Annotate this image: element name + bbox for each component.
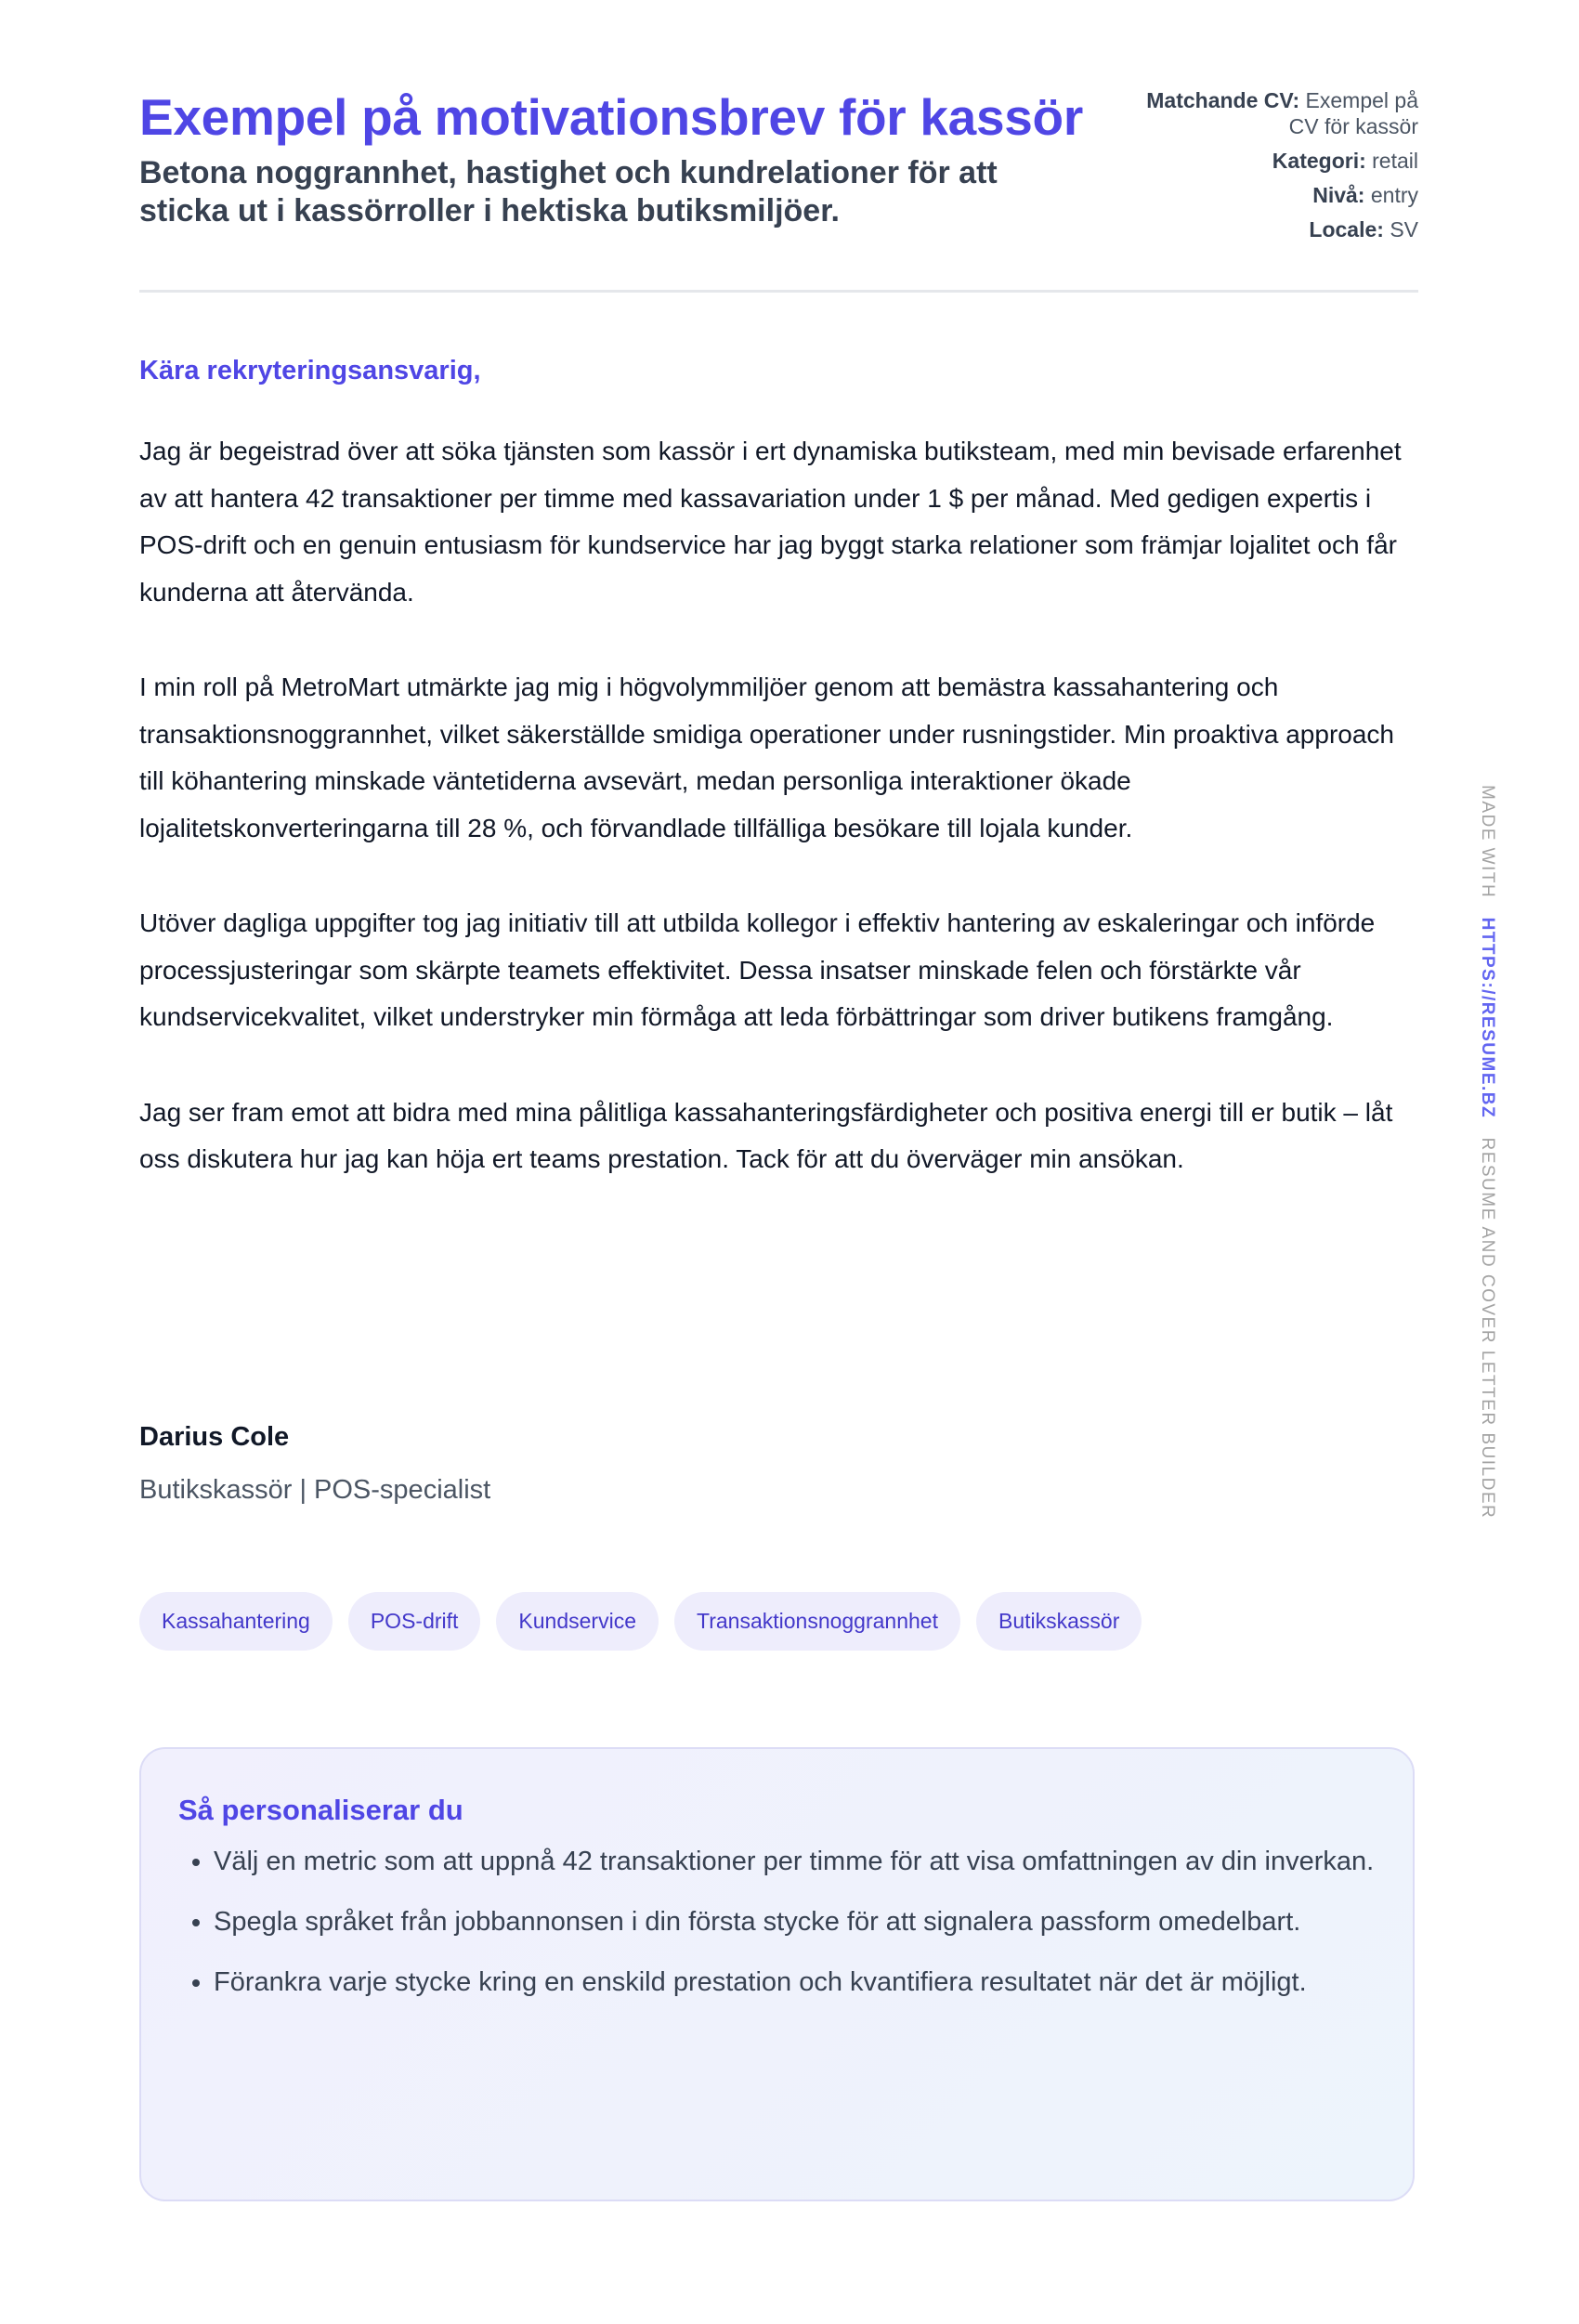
meta-locale [1140, 216, 1418, 242]
tip-item: • Välj en metric som att uppnå 42 transaktioner per timme för att visa omfattningen av din inverkan. [214, 1838, 1375, 1886]
signature-title: Butikskassör | POS-specialist [139, 1475, 491, 1505]
watermark-suffix: RESUME AND COVER LETTER BUILDER [1478, 1137, 1497, 1520]
meta-value: SV [1390, 217, 1418, 242]
meta-label: Nivå: [1312, 183, 1365, 207]
divider [139, 290, 1418, 293]
meta-info [1140, 87, 1418, 251]
cover-letter-page [139, 0, 1418, 1997]
meta-label: Matchande CV: [1146, 88, 1300, 112]
tip-item: • Spegla språket från jobbannonsen i din första stycke för att signalera passform omedelbart. [214, 1899, 1375, 1946]
meta-value: entry [1370, 183, 1418, 207]
meta-matching-cv[interactable] [1140, 87, 1418, 139]
tag-list [139, 1592, 1142, 1651]
meta-value: Exempel på CV för kassör [1288, 88, 1418, 138]
meta-value: retail [1372, 149, 1418, 173]
personalization-tips-box [139, 1747, 1415, 2201]
signature-name: Darius Cole [139, 1422, 290, 1452]
letter-paragraph: Jag ser fram emot att bidra med mina pålitliga kassahanteringsfärdigheter och positiva energi till er butik – låt oss diskutera hur jag kan höja ert teams prestation. Tack för att du överväger min ansökan. [139, 1097, 1393, 1173]
page-title: Exempel på motivationsbrev för kassör [139, 88, 1083, 146]
tag-chip: Kassahantering [139, 1592, 333, 1651]
tag-chip: Transaktionsnoggrannhet [674, 1592, 960, 1651]
watermark-link[interactable]: HTTPS://RESUME.BZ [1478, 917, 1497, 1119]
watermark-vertical [1477, 785, 1497, 1519]
watermark-prefix: MADE WITH [1478, 785, 1497, 899]
tag-chip: Kundservice [496, 1592, 659, 1651]
letter-greeting: Kära rekryteringsansvarig, [139, 356, 481, 385]
tips-heading: Så personaliserar du [178, 1794, 463, 1826]
letter-paragraph: I min roll på MetroMart utmärkte jag mig i högvolymmiljöer genom att bemästra kassahantering och transaktionsnoggrannhet, vilket säkerställde smidiga operationer under rusningstider. Min proaktiva approach till köhantering minskade väntetiderna avsevärt, medan personliga interaktioner ökade lojalitetskonverteringarna till 28 %, och förvandlade tillfälliga besökare till lojala kunder. [139, 672, 1394, 842]
header [139, 0, 1418, 290]
letter-body [139, 428, 1418, 1232]
meta-label: Locale: [1309, 217, 1384, 242]
tips-list [178, 1838, 1375, 2019]
page-subtitle: Betona noggrannhet, hastighet och kundrelationer för att sticka ut i kassörroller i hektiska butiksmiljöer. [139, 155, 998, 228]
tip-item: • Förankra varje stycke kring en enskild prestation och kvantifiera resultatet när det är möjligt. [214, 1959, 1375, 2006]
letter-paragraph: Jag är begeistrad över att söka tjänsten som kassör i ert dynamiska butiksteam, med min bevisade erfarenhet av att hantera 42 transaktioner per timme med kassavariation under 1 $ per månad. Med gedigen expertis i POS-drift och en genuin entusiasm för kundservice har jag byggt starka relationer som främjar lojalitet och får kunderna att återvända. [139, 437, 1402, 607]
tag-chip: Butikskassör [976, 1592, 1142, 1651]
meta-level [1140, 182, 1418, 208]
meta-label: Kategori: [1272, 149, 1366, 173]
tag-chip: POS-drift [348, 1592, 481, 1651]
letter-paragraph: Utöver dagliga uppgifter tog jag initiativ till att utbilda kollegor i effektiv hantering av eskaleringar och införde processjusteringar som skärpte teamets effektivitet. Dessa insatser minskade felen och förstärkte vår kundservicekvalitet, vilket understryker min förmåga att leda förbättringar som driver butikens framgång. [139, 908, 1376, 1031]
meta-category [1140, 148, 1418, 174]
